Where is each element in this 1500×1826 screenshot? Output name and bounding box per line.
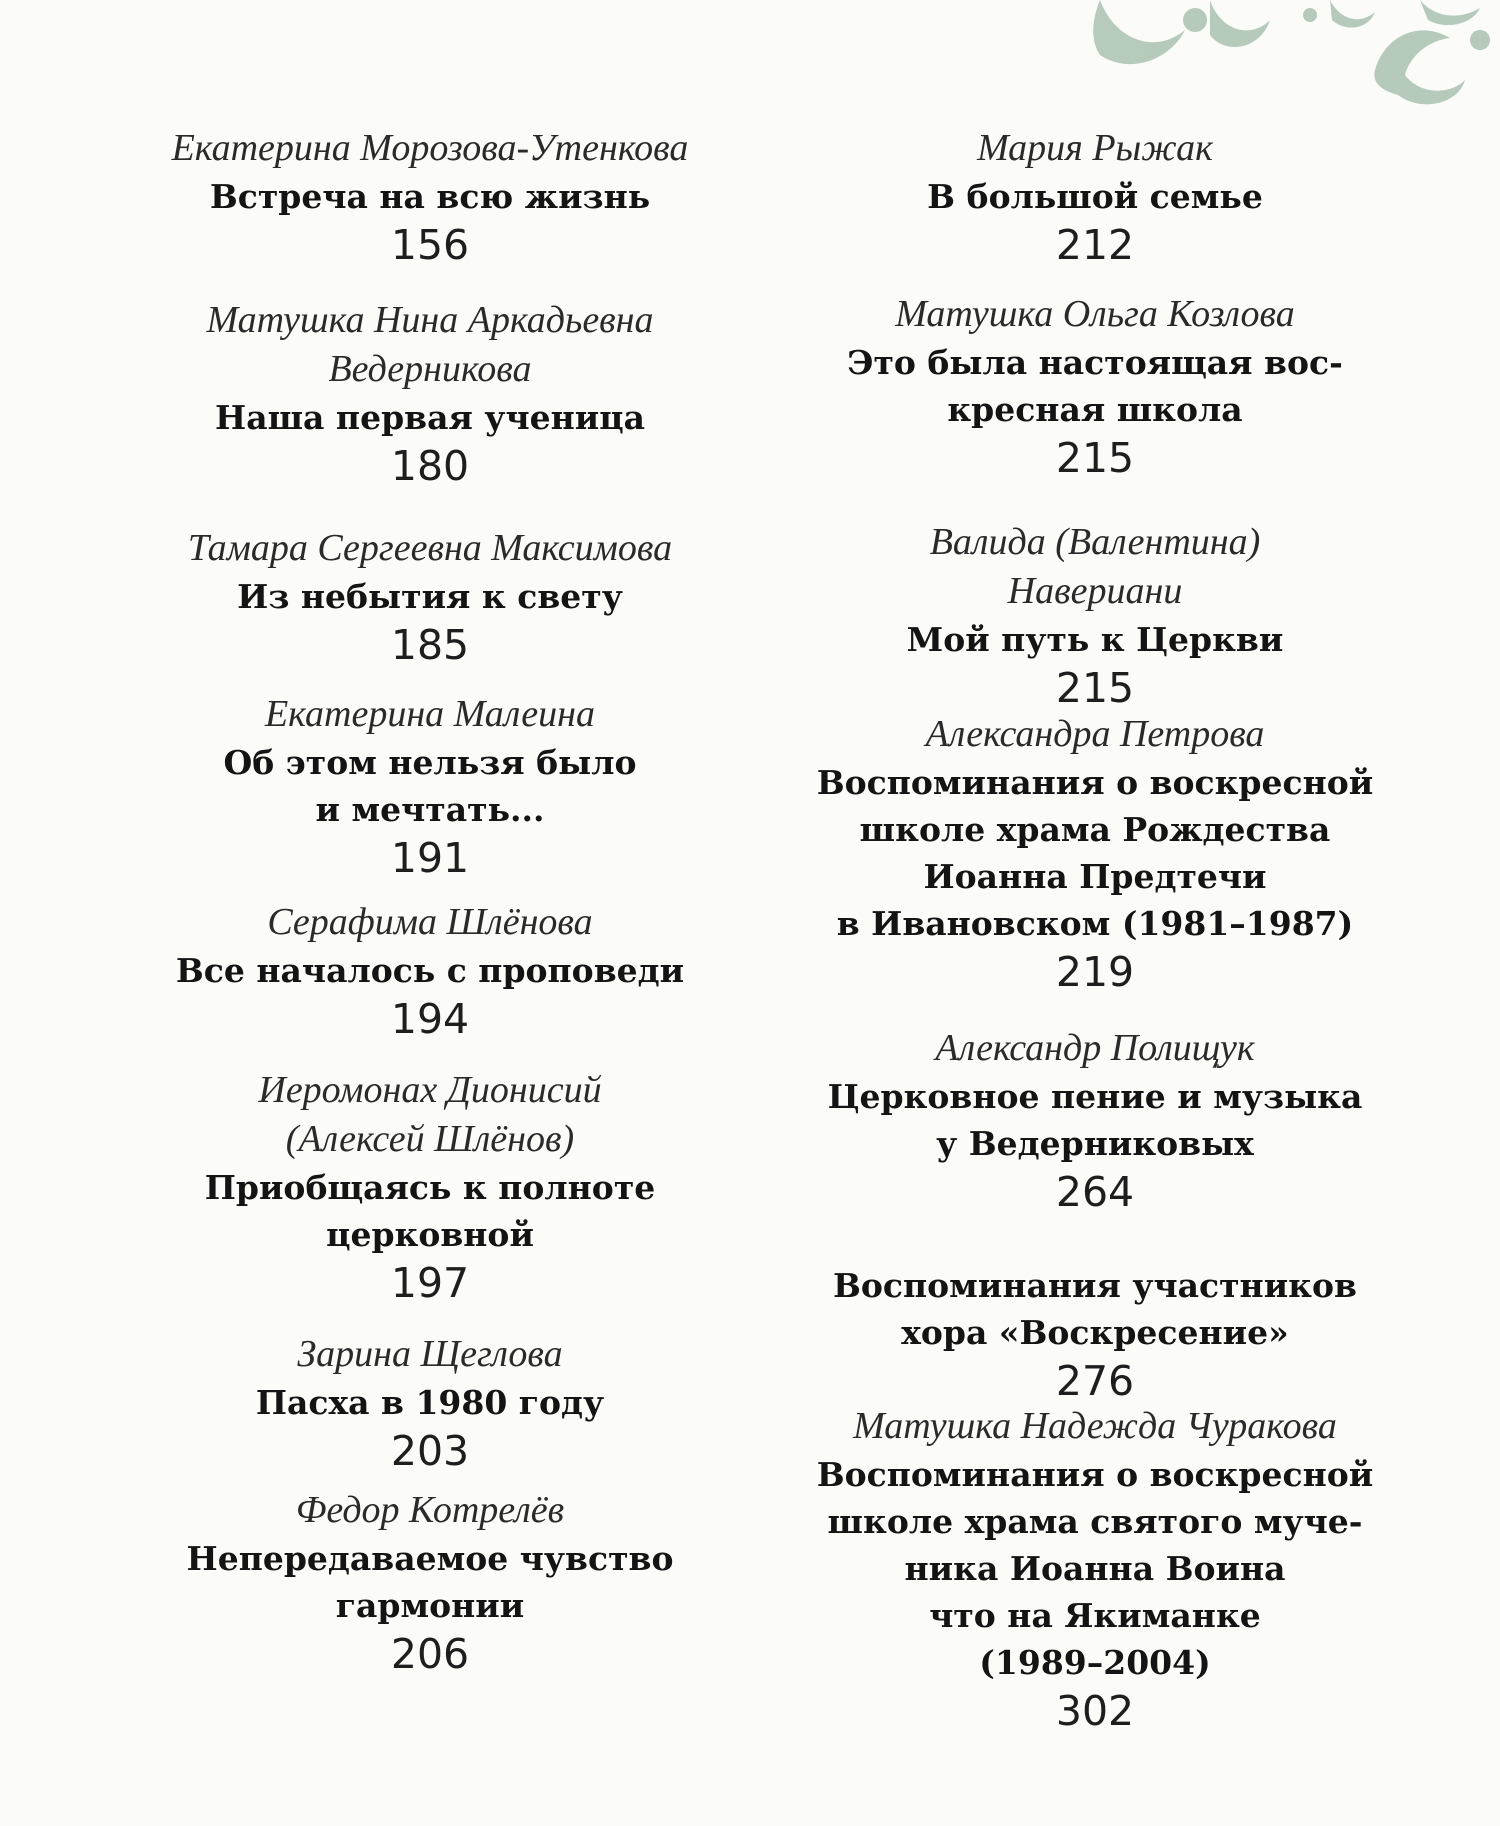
- entry-title: [90, 739, 770, 833]
- entry-title-line: Об этом нельзя было: [223, 743, 637, 782]
- entry-title: [755, 759, 1435, 947]
- entry-title-line: Воспоминания о воскресной: [816, 1455, 1374, 1494]
- entry-page-number: 206: [390, 1630, 470, 1678]
- entry-title-line: (1989–2004): [979, 1643, 1211, 1682]
- entry-title-line: Приобщаясь к полноте: [204, 1168, 656, 1207]
- toc-entry: [90, 296, 770, 491]
- entry-title: [755, 339, 1435, 433]
- entry-author-line: Екатерина Морозова-Утенкова: [171, 127, 689, 169]
- entry-title: [755, 1262, 1435, 1356]
- toc-entry: [755, 518, 1435, 713]
- entry-author-line: Иеромонах Дионисий: [258, 1069, 602, 1111]
- entry-author: [90, 1330, 770, 1379]
- entry-page-number: 302: [1055, 1687, 1135, 1735]
- entry-page-number: 194: [390, 995, 470, 1043]
- entry-page-number: 185: [390, 621, 470, 669]
- entry-page-number: 191: [390, 834, 470, 882]
- entry-title-line: Все началось с проповеди: [175, 951, 685, 990]
- entry-author-line: Федор Котрелёв: [295, 1489, 565, 1531]
- entry-title-line: хора «Воскресение»: [901, 1313, 1289, 1352]
- entry-author: [90, 690, 770, 739]
- entry-author: [755, 124, 1435, 173]
- entry-title: [755, 1073, 1435, 1167]
- entry-title-line: гармонии: [335, 1586, 525, 1625]
- entry-author-line: Матушка Ольга Козлова: [895, 293, 1295, 335]
- entry-author: [755, 710, 1435, 759]
- entry-title-line: Это была настоящая вос-: [847, 343, 1343, 382]
- entry-author: [755, 518, 1435, 616]
- floral-ornament-icon: [980, 0, 1500, 130]
- entry-title-line: Церковное пение и музыка: [827, 1077, 1363, 1116]
- entry-author: [755, 290, 1435, 339]
- entry-title-line: Наша первая ученица: [215, 398, 645, 437]
- entry-title-line: Встреча на всю жизнь: [209, 177, 651, 216]
- entry-title-line: Мой путь к Церкви: [906, 620, 1284, 659]
- entry-page-number: 276: [1055, 1357, 1135, 1405]
- entry-author-line: Матушка Надежда Чуракова: [853, 1405, 1337, 1447]
- entry-author-line: Александра Петрова: [925, 713, 1265, 755]
- entry-page-number: 180: [390, 442, 470, 490]
- entry-author-line: Матушка Нина Аркадьевна: [206, 299, 654, 341]
- entry-author-line: Тамара Сергеевна Максимова: [187, 527, 673, 569]
- entry-author: [90, 1066, 770, 1164]
- entry-title-line: кресная школа: [947, 390, 1243, 429]
- entry-title-line: Непередаваемое чувство: [186, 1539, 674, 1578]
- entry-title-line: Из небытия к свету: [237, 577, 623, 616]
- entry-page-number: 203: [390, 1427, 470, 1475]
- entry-author-line: Валида (Валентина): [929, 521, 1261, 563]
- entry-title-line: у Ведерниковых: [936, 1124, 1254, 1163]
- entry-author: [90, 124, 770, 173]
- toc-entry: [90, 1330, 770, 1476]
- entry-title: [755, 1451, 1435, 1686]
- entry-page-number: 156: [390, 221, 470, 269]
- toc-entry: [90, 124, 770, 270]
- entry-title-line: школе храма святого муче-: [827, 1502, 1363, 1541]
- entry-title-line: ника Иоанна Воина: [904, 1549, 1286, 1588]
- entry-author: [90, 898, 770, 947]
- entry-title-line: Иоанна Предтечи: [923, 857, 1267, 896]
- entry-title: [90, 947, 770, 994]
- entry-author-line: Зарина Щеглова: [297, 1333, 563, 1375]
- entry-author: [90, 1486, 770, 1535]
- entry-page-number: 197: [390, 1259, 470, 1307]
- entry-title: [755, 616, 1435, 663]
- entry-title-line: церковной: [326, 1215, 534, 1254]
- entry-title: [90, 1379, 770, 1426]
- entry-author-line: Александр Полищук: [935, 1027, 1255, 1069]
- entry-title: [90, 1535, 770, 1629]
- entry-page-number: 264: [1055, 1168, 1135, 1216]
- entry-author-line: Серафима Шлёнова: [267, 901, 593, 943]
- entry-title: [90, 573, 770, 620]
- entry-page-number: 212: [1055, 221, 1135, 269]
- entry-author-line: Ведерникова: [328, 348, 532, 390]
- entry-author-line: Екатерина Малеина: [264, 693, 596, 735]
- entry-title-line: школе храма Рождества: [859, 810, 1331, 849]
- toc-entry: [755, 124, 1435, 270]
- toc-entry: [755, 290, 1435, 483]
- toc-entry: [755, 1024, 1435, 1217]
- entry-author-line: (Алексей Шлёнов): [285, 1118, 575, 1160]
- entry-title-line: Пасха в 1980 году: [255, 1383, 605, 1422]
- entry-author: [755, 1402, 1435, 1451]
- toc-entry: [755, 1402, 1435, 1736]
- toc-entry: [90, 1066, 770, 1308]
- toc-entry: [90, 898, 770, 1044]
- entry-title-line: Воспоминания участников: [833, 1266, 1357, 1305]
- entry-author: [90, 296, 770, 394]
- toc-entry: [90, 524, 770, 670]
- entry-page-number: 219: [1055, 948, 1135, 996]
- toc-entry: [755, 710, 1435, 997]
- entry-author: [755, 1024, 1435, 1073]
- entry-page-number: 215: [1055, 434, 1135, 482]
- entry-title: [90, 1164, 770, 1258]
- toc-entry: [90, 690, 770, 883]
- toc-entry: [90, 1486, 770, 1679]
- toc-entry: [755, 1262, 1435, 1406]
- entry-title-line: что на Якиманке: [929, 1596, 1261, 1635]
- entry-title-line: Воспоминания о воскресной: [816, 763, 1374, 802]
- entry-title: [90, 173, 770, 220]
- entry-title-line: в Ивановском (1981–1987): [836, 904, 1354, 943]
- entry-title: [755, 173, 1435, 220]
- entry-title: [90, 394, 770, 441]
- entry-page-number: 215: [1055, 664, 1135, 712]
- entry-author-line: Навериани: [1007, 570, 1183, 612]
- entry-author: [90, 524, 770, 573]
- entry-title-line: и мечтать...: [315, 790, 545, 829]
- entry-title-line: В большой семье: [927, 177, 1263, 216]
- entry-author-line: Мария Рыжак: [977, 127, 1213, 169]
